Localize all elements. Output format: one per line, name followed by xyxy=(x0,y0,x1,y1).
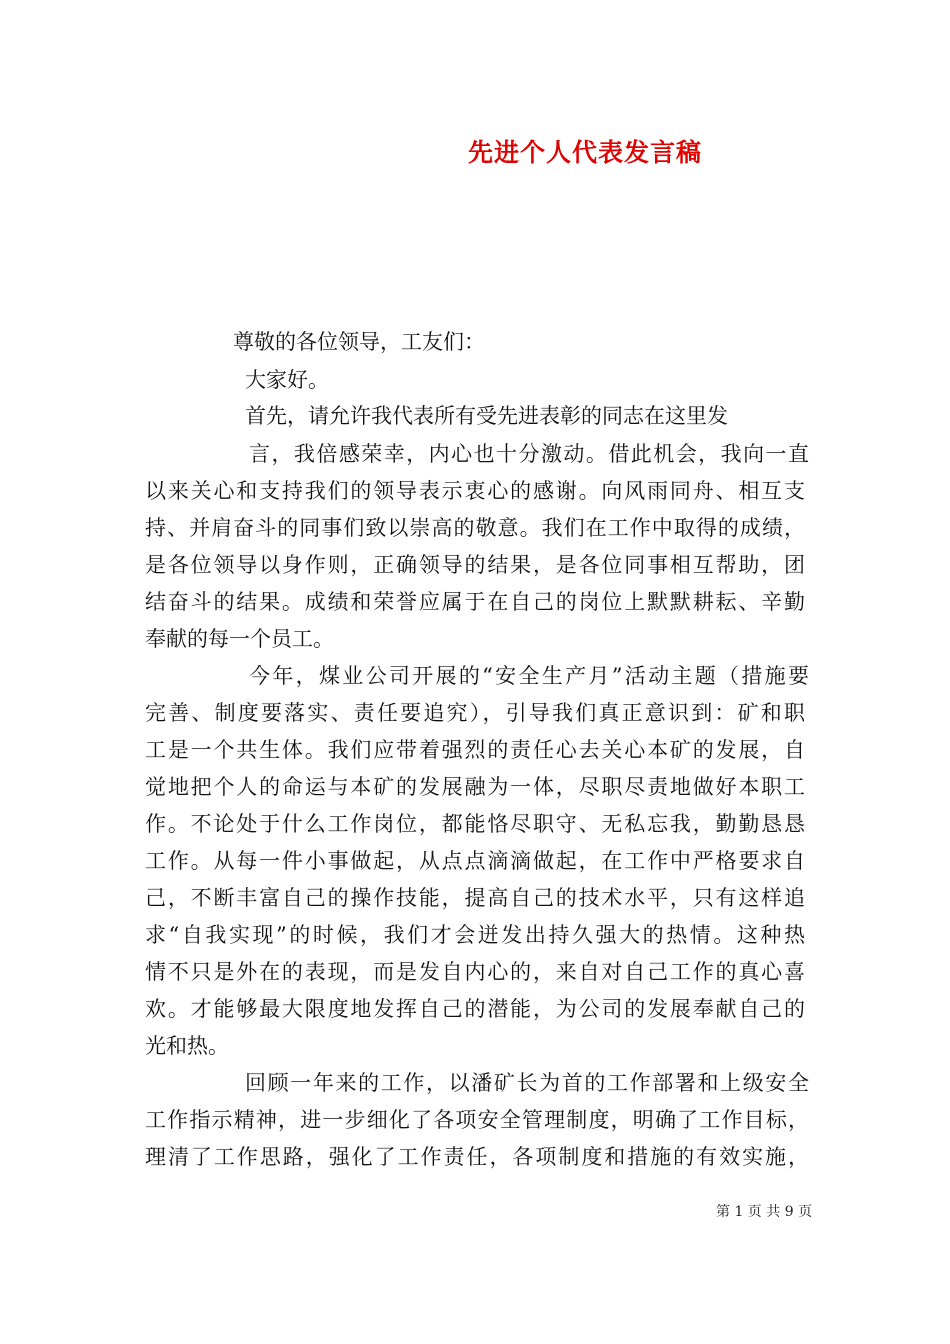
page-footer: 第 1 页 共 9 页 xyxy=(716,1204,813,1220)
body-line: 工作。从每一件小事做起，从点点滴滴做起，在工作中严格要求自 xyxy=(145,849,807,873)
body-line: 光和热。 xyxy=(145,1034,229,1058)
body-line: 回顾一年来的工作，以潘矿长为首的工作部署和上级安全 xyxy=(245,1071,811,1095)
body-line: 言，我倍感荣幸，内心也十分激动。借此机会，我向一直 xyxy=(249,442,811,466)
body-line: 求“自我实现”的时候，我们才会迸发出持久强大的热情。这种热 xyxy=(145,923,808,947)
body-line: 首先，请允许我代表所有受先进表彰的同志在这里发 xyxy=(245,404,728,428)
body-line: 觉地把个人的命运与本矿的发展融为一体，尽职尽责地做好本职工 xyxy=(145,775,807,799)
page-title: 先进个人代表发言稿 xyxy=(467,138,702,167)
body-line: 大家好。 xyxy=(245,368,329,392)
body-line: 是各位领导以身作则，正确领导的结果，是各位同事相互帮助，团 xyxy=(145,553,807,577)
body-line: 欢。才能够最大限度地发挥自己的潜能，为公司的发展奉献自己的 xyxy=(145,997,807,1021)
body-line: 工作指示精神，进一步细化了各项安全管理制度，明确了工作目标， xyxy=(145,1108,811,1132)
body-line: 今年，煤业公司开展的“安全生产月”活动主题（措施要 xyxy=(249,664,812,688)
body-line: 奉献的每一个员工。 xyxy=(145,627,334,651)
body-line: 理清了工作思路，强化了工作责任，各项制度和措施的有效实施， xyxy=(145,1145,811,1169)
body-line: 己，不断丰富自己的操作技能，提高自己的技术水平，只有这样追 xyxy=(145,886,807,910)
body-line: 持、并肩奋斗的同事们致以崇高的敬意。我们在工作中取得的成绩， xyxy=(145,516,807,540)
body-line: 工是一个共生体。我们应带着强烈的责任心去关心本矿的发展，自 xyxy=(145,738,807,762)
body-line: 以来关心和支持我们的领导表示衷心的感谢。向风雨同舟、相互支 xyxy=(145,479,807,503)
body-line: 结奋斗的结果。成绩和荣誉应属于在自己的岗位上默默耕耘、辛勤 xyxy=(145,590,807,614)
body-line: 完善、制度要落实、责任要追究），引导我们真正意识到：矿和职 xyxy=(145,701,808,725)
body-line: 尊敬的各位领导，工友们： xyxy=(233,330,485,354)
body-line: 情不只是外在的表现，而是发自内心的，来自对自己工作的真心喜 xyxy=(145,960,807,984)
body-line: 作。不论处于什么工作岗位，都能恪尽职守、无私忘我，勤勤恳恳 xyxy=(145,812,807,836)
